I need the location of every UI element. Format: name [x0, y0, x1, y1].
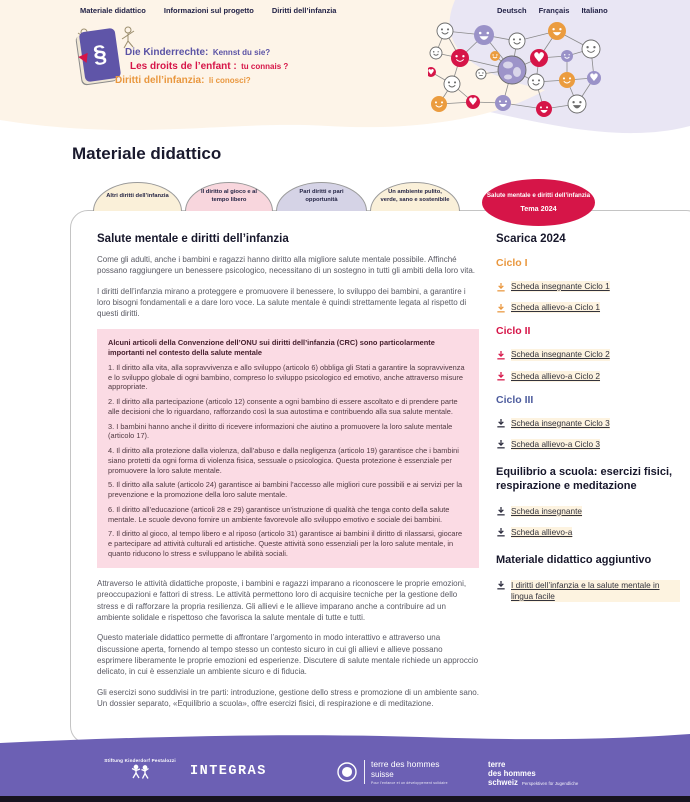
crc-infobox	[97, 329, 479, 568]
download-icon	[496, 303, 506, 313]
tdh-suisse-icon	[336, 761, 358, 783]
article-title: Salute mentale e diritti dell’infanzia	[97, 233, 289, 245]
download-scheda-insegnante-ciclo1[interactable]: Scheda insegnante Ciclo 1	[496, 281, 680, 292]
download-icon	[496, 527, 506, 537]
infobox-item: 4. Il diritto alla protezione dalla violenza, dall’abuso e dalla negligenza (articolo 19) garantisce che i bambini siano protetti da ogni forma di violenza fisica, sessuale o psicologica. Questa protezione è essenziale per promuovere la loro salute mentale.	[108, 446, 459, 475]
heading-ciclo-1: Ciclo I	[496, 257, 528, 269]
nav-informazioni-progetto[interactable]: Informazioni sul progetto	[163, 6, 254, 15]
download-equilibrio-allievo[interactable]: Scheda allievo-a	[496, 527, 680, 538]
language-nav	[497, 6, 608, 15]
article-paragraph: Questo materiale didattico permette di affrontare l’argomento in modo interattivo e attraverso una discussione aperta, fornendo al tempo stesso un contesto sicuro in cui gli allievi e allieve possano esprimere liberamente le proprie emozioni ed esperienze. Discutere di salute mentale richiede un approccio delicato, in cui è essenziale un ambiente sicuro e di fiducia.	[97, 633, 479, 677]
sidebar-title: Scarica 2024	[496, 233, 566, 245]
page-title: Materiale didattico	[72, 144, 222, 163]
infobox-item: 1. Il diritto alla vita, alla sopravvivenza e allo sviluppo (articolo 6) obbliga gli Stati a garantire la sopravvivenza e lo sviluppo globale di ogni bambino, compreso lo sviluppo psicologico ed emotivo, anche attraverso misure appropriate.	[108, 362, 465, 392]
article-paragraph: Gli esercizi sono suddivisi in tre parti: introduzione, gestione dello stress e promozione di un ambiente sano. Un dossier separato, «Equilibrio a scuola», offre esercizi fisici, di respirazione e di meditazione.	[97, 687, 479, 709]
footer	[0, 748, 690, 796]
lang-francais[interactable]: Français	[538, 6, 570, 15]
logo-line-fr: Les droits de l’enfant : tu connais ?	[130, 61, 289, 72]
logo-line-de: Die Kinderrechte: Kennst du sie?	[125, 47, 271, 58]
infobox-title: Alcuni articoli della Convenzione dell’ONU sui diritti dell’infanzia (CRC) sono particolarmente importanti nel contesto della salute mentale	[108, 337, 435, 357]
infobox-item: 3. I bambini hanno anche il diritto di ricevere informazioni che aiutino a promuovere la loro salute mentale (articolo 17).	[108, 421, 453, 441]
flag-icon	[78, 52, 88, 63]
bottom-dark-strip	[0, 796, 690, 802]
download-scheda-allievo-ciclo3[interactable]: Scheda allievo-a Ciclo 3	[496, 439, 680, 450]
infobox-item: 7. Il diritto al gioco, al tempo libero e al riposo (articolo 31) garantisce ai bambini il diritto di rilassarsi, giocare e partecipare ad attività culturali ed artistiche. Queste attività sono essenziali per la loro salute mentale, in quanto riducono lo stress e sviluppano le abilità sociali.	[108, 529, 463, 559]
download-sidebar	[496, 233, 680, 612]
logo-integras[interactable]: INTEGRAS	[190, 764, 267, 779]
download-icon	[496, 371, 506, 381]
download-scheda-insegnante-ciclo2[interactable]: Scheda insegnante Ciclo 2	[496, 349, 680, 360]
divider	[364, 760, 365, 784]
infobox-item: 2. Il diritto alla partecipazione (articolo 12) consente a ogni bambino di essere ascoltato e di prendere parte alle decisioni che lo riguardano, rafforzando così la sua autostima e contribuendo alla sua salute mentale.	[108, 397, 458, 416]
heading-ciclo-2: Ciclo II	[496, 325, 531, 338]
article-paragraph: I diritti dell’infanzia mirano a proteggere e promuovere il benessere, lo sviluppo dei bambini, a garantire i loro bisogni fondamentali e a dare loro voce. La salute mentale è quindi strettamente legata al rispetto di questi diritti.	[97, 286, 467, 319]
paragraph-book-icon: §	[79, 28, 122, 83]
download-icon	[496, 418, 506, 428]
download-scheda-allievo-ciclo2[interactable]: Scheda allievo-a Ciclo 2	[496, 371, 680, 382]
pestalozzi-figures-icon	[127, 764, 153, 780]
svg-text:♥: ♥	[468, 96, 478, 108]
faces-network-illustration	[428, 22, 643, 122]
download-equilibrio-insegnante[interactable]: Scheda insegnante	[496, 506, 680, 517]
tab-pari-diritti[interactable]: Pari diritti e pari opportunità	[276, 182, 367, 211]
download-icon	[496, 350, 506, 360]
download-scheda-insegnante-ciclo3[interactable]: Scheda insegnante Ciclo 3	[496, 418, 680, 429]
nav-materiale-didattico[interactable]: Materiale didattico	[80, 6, 146, 15]
download-icon	[496, 439, 506, 449]
lang-italiano[interactable]: Italiano	[581, 6, 608, 15]
download-scheda-allievo-ciclo1[interactable]: Scheda allievo-a Ciclo 1	[496, 302, 680, 313]
infobox-item: 5. Il diritto alla salute (articolo 24) garantisce ai bambini l’accesso alle migliori cure possibili e ai servizi per la prevenzione e la promozione della loro salute mentale.	[108, 480, 463, 500]
main-nav	[80, 6, 336, 15]
logo-line-it: Diritti dell’infanzia: li conosci?	[115, 75, 251, 86]
tab-gioco-tempo-libero[interactable]: Il diritto al gioco e al tempo libero	[185, 182, 273, 211]
article-paragraph: Attraverso le attività didattiche proposte, i bambini e ragazzi imparano a riconoscere le proprie emozioni, preoccupazioni e fattori di stress. Le attività permettono loro di acquisire tecniche per la gestione dello stress e di rafforzare la propria resilienza. Gli allievi e le allieve imparano anche a contribuire ad un ambiente solidale e rispettoso che favorisca la salute mentale di tutte e tutti.	[97, 578, 467, 622]
heading-aggiuntivo: Materiale didattico aggiuntivo	[496, 554, 652, 566]
article	[97, 233, 479, 718]
site-logo[interactable]	[76, 24, 376, 104]
download-icon	[496, 282, 506, 292]
footer-wave	[0, 732, 690, 748]
svg-text:♥: ♥	[589, 72, 599, 84]
heading-equilibrio: Equilibrio a scuola: esercizi fisici, respirazione e meditazione	[496, 466, 673, 492]
download-icon	[496, 506, 506, 516]
download-icon	[496, 580, 506, 590]
download-lingua-facile[interactable]: I diritti dell’infanzia e la salute mentale in lingua facile	[496, 580, 680, 602]
logo-stiftung-kinderdorf-pestalozzi[interactable]: Stiftung Kinderdorf Pestalozzi	[95, 758, 185, 785]
heading-ciclo-3: Ciclo III	[496, 393, 534, 406]
infobox-item: 6. Il diritto all’educazione (articoli 28 e 29) garantisce un’istruzione di qualità che tenga conto della salute mentale. Le scuole devono fornire un ambiente favorevole allo sviluppo emotivo e sociale dei bambini.	[108, 504, 450, 524]
nav-diritti-infanzia[interactable]: Diritti dell’infanzia	[271, 6, 337, 15]
svg-text:♥: ♥	[532, 50, 546, 66]
tab-salute-mentale-active[interactable]: Salute mentale e diritti dell’infanzia Tema 2024	[482, 179, 595, 226]
tab-ambiente[interactable]: Un ambiente pulito, verde, sano e sostenibile	[370, 182, 460, 211]
lang-deutsch[interactable]: Deutsch	[497, 6, 527, 15]
article-paragraph: Come gli adulti, anche i bambini e ragazzi hanno diritto alla migliore salute mentale possibile. Affinché possano raggiungere un benessere psicologico, necessitano di un sostegno in tutti gli ambiti della loro vita.	[97, 255, 476, 276]
content-card	[70, 210, 690, 744]
logo-terre-des-hommes-suisse[interactable]: terre des hommes suisse Pour l’enfance et un développement solidaire	[336, 760, 448, 785]
logo-terre-des-hommes-schweiz[interactable]: terre des hommes schweiz Perspektiven für Jugendliche	[488, 760, 579, 788]
tab-altri-diritti[interactable]: Altri diritti dell’infanzia	[93, 182, 182, 211]
svg-text:♥: ♥	[428, 67, 435, 77]
